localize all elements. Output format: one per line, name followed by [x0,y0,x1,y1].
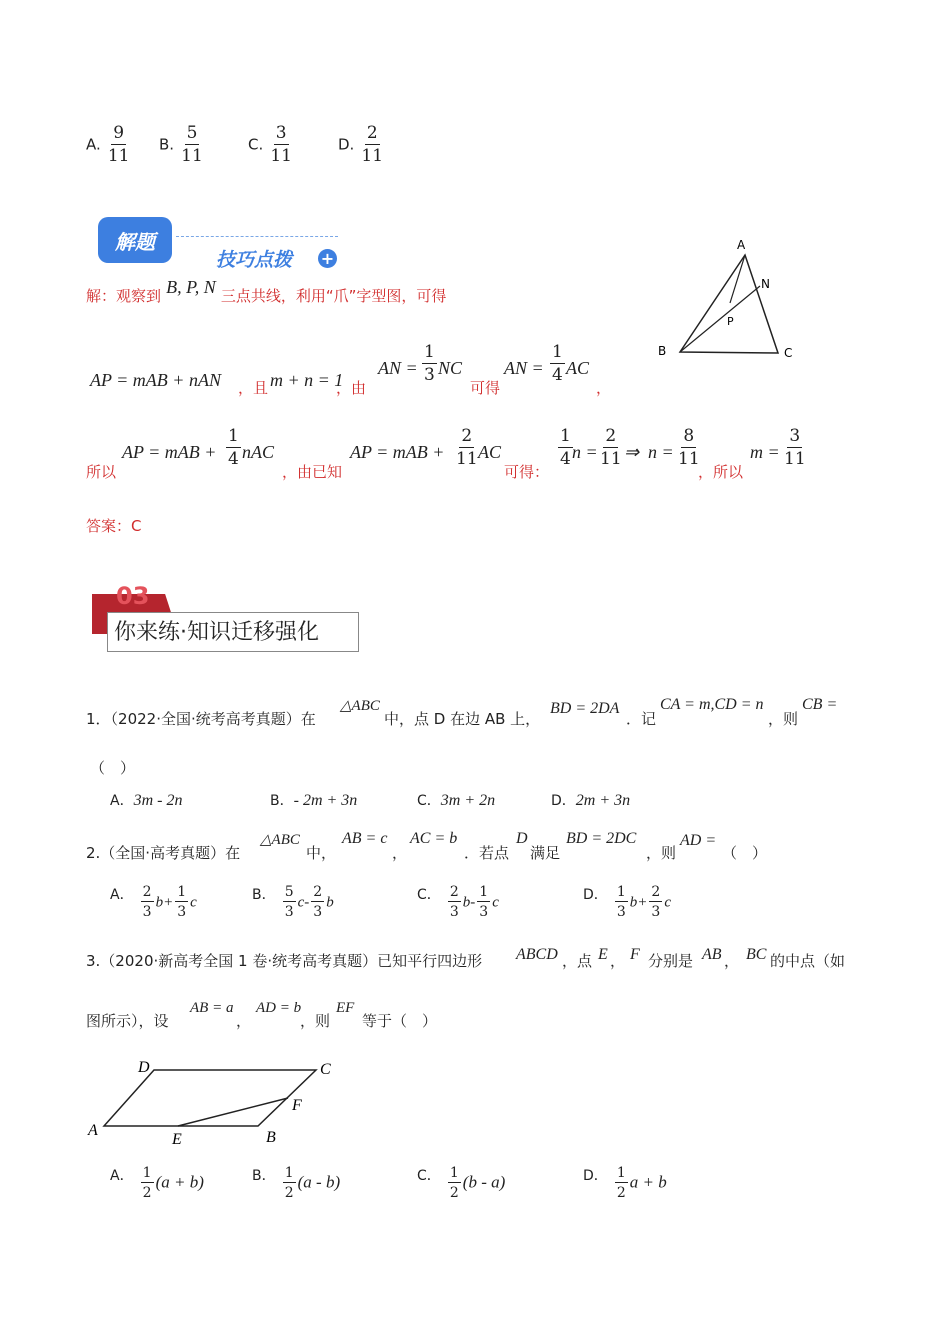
fig-label-c: C [320,1061,331,1078]
question-1: 1．（2022·全国·统考高考真题）在 △ABC 中，点 D 在边 AB 上， BD = 2DA ．记 CA = m,CD = n ，则 CB = [86,696,838,728]
q2-option-a: A． $\frac{2}{3}$ b+ $\frac{1}{3}$ c [110,884,197,920]
fig-label-a: A [88,1122,98,1139]
tip-banner-subtitle: 技巧点拨 [216,249,293,271]
parallelogram-figure [84,1055,344,1150]
solution-line-1: 解：观察到 B, P, N 三点共线，利用“爪”字型图，可得 [86,277,447,305]
top-option-a: A. $\frac{9}{11}$ [86,123,130,166]
top-option-d: D. $\frac{2}{11}$ [338,123,384,166]
question-3-options [110,1166,810,1210]
section-number: 03 [116,582,150,610]
q2-option-d: D． $\frac{1}{3}$ b+ $\frac{2}{3}$ c [583,884,672,920]
question-3-line-2: 图所示），设 AB = a ， AD = b ，则 EF 等于（ ） [86,1000,438,1030]
q2-option-c: C． $\frac{2}{3}$ b- $\frac{1}{3}$ c [417,884,499,920]
fig-label-d: D [138,1059,150,1076]
q1-option-d: D．2m + 3n [551,792,631,809]
top-option-b: B. $\frac{5}{11}$ [159,123,203,166]
q1-option-b: B．- 2m + 3n [270,792,358,809]
question-1-paren: （ ） [90,759,136,777]
q1-option-a: A．3m - 2n [110,792,183,809]
label-a: A [737,238,746,252]
fig-label-e: E [172,1131,182,1148]
solution-line-2: AP = mAB + nAN ，且 m + n = 1 ，由 AN = $\frac{1}{3}$ NC 可得 AN = $\frac{1}{4}$ AC ， [90,342,612,397]
plus-icon: + [318,249,337,268]
solution-line-3: 所以 AP = mAB + $\frac{1}{4}$ nAC ，由已知 AP = mAB + $\frac{2}{11}$ AC 可得： $\frac{1}{4}$ n = $\frac{2}{11}$ ⇒ n = $\frac{8}{11}$ ，所以 m = $\frac{3}{11}$ [86,426,806,481]
q3-option-a: A． $\frac{1}{2}$ (a + b) [110,1165,204,1201]
label-c: C [784,346,793,360]
triangle-figure [655,235,805,365]
label-b: B [658,344,667,358]
tip-banner-divider [176,236,338,237]
label-n: N [761,277,770,291]
tip-banner-title: 解题 [98,217,172,263]
question-2: 2.（全国·高考真题）在 △ABC 中， AB = c ， AC = b ．若点 D 满足 BD = 2DC ，则 AD = （ ） [86,830,768,862]
q3-option-c: C． $\frac{1}{2}$ (b - a) [417,1165,506,1201]
answer: 答案：C [86,517,142,535]
question-3-line-1: 3.（2020·新高考全国 1 卷·统考高考真题）已知平行四边形 ABCD ，点 E ， F 分别是 AB ， BC 的中点（如 [86,946,846,970]
q2-option-b: B． $\frac{5}{3}$ c- $\frac{2}{3}$ b [252,884,334,920]
label-p: P [727,315,734,328]
q3-option-b: B． $\frac{1}{2}$ (a - b) [252,1165,341,1201]
section-title: 你来练·知识迁移强化 [107,612,359,652]
fig-label-f: F [292,1097,302,1114]
fig-label-b: B [266,1129,276,1146]
question-2-options [110,885,810,929]
q1-option-c: C．3m + 2n [417,792,496,809]
top-option-c: C. $\frac{3}{11}$ [248,123,292,166]
q3-option-d: D． $\frac{1}{2}$ a + b [583,1165,667,1201]
